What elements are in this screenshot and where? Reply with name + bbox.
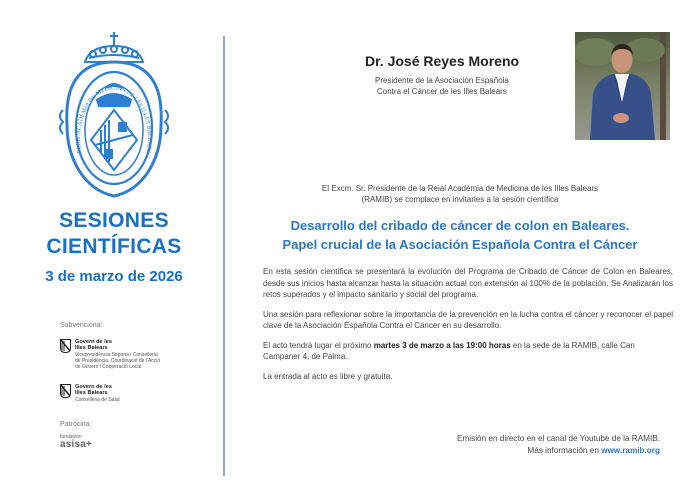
session-date: 3 de marzo de 2026 [45, 268, 183, 285]
more-info-line: Más información en www.ramib.org [527, 446, 660, 455]
speaker-name: Dr. José Reyes Moreno [365, 53, 520, 69]
govern-logo-salut: Govern de les Illes Balears Conselleria de Salut [60, 384, 120, 403]
event-date-time: martes 3 de marzo a las 19:00 horas [373, 340, 511, 350]
description-paragraph-2: Una sesión para reflexionar sobre la importancia de la prevención en la lucha contra el cáncer y reconocer el papel clave de la Asociación Española Contra el Cáncer en su desarrollo. [263, 309, 673, 330]
speaker-role: Presidente de la Asociación Española Contra el Cáncer de les Illes Balears [375, 76, 509, 96]
invitation-intro: El Excm. Sr. Presidente de la Reial Acadèmia de Medicina de les Illes Balears (RAMIB) se complace en invitarles a la sesión científica [321, 184, 599, 204]
column-divider [223, 36, 225, 476]
description-paragraph-1: En esta sesión científica se presentará la evolución del Programa de Cribado de Cáncer de Colon en Baleares, desde sus inicios hasta alcanzar hasta la situación actual con extensión al 100% de la población. Se Analizarán los retos superados y el impacto sanitario y social del programa. [263, 267, 673, 299]
speaker-photo [575, 32, 670, 140]
event-details-paragraph: El acto tendrá lugar el próximo martes 3 de marzo a las 19:00 horas en la sede de la RAMIB, calle Can Campaner 4, de Palma. [263, 340, 635, 361]
sessions-title-line2: CIENTÍFICAS [46, 235, 182, 258]
footer-info [457, 433, 660, 457]
govern-shield-icon [60, 384, 71, 398]
govern-shield-icon [60, 339, 71, 353]
govern-logo-presidencia: Govern de les Illes Balears Vicepresidència Segona i Conselleria de Presidència, Coordinació de l'Acció de Govern i Cooperació Local [60, 339, 160, 370]
sessions-title-line1: SESIONES [59, 209, 169, 232]
talk-title: Desarrollo del cribado de cáncer de colon en Baleares. Papel crucial de la Asociación Española Contra el Cáncer [282, 218, 638, 252]
session-description [263, 266, 673, 390]
session-title-block [0, 208, 228, 287]
patrocina-label: Patrocina: [60, 421, 92, 428]
youtube-broadcast-note: Emisión en directo en el canal de Youtube de la RAMIB. [457, 434, 660, 443]
subvenciona-label: Subvenciona: [60, 322, 103, 329]
speaker-block [330, 52, 555, 97]
left-column [0, 0, 222, 491]
svg-text:REIAL ACADÈMIA DE MEDICINA DE: REIAL ACADÈMIA DE MEDICINA DE LES ILLES BALEARS [75, 85, 153, 154]
fundacion-asisa-logo: fundación asisa+ [60, 434, 93, 450]
academy-crest-logo [55, 30, 173, 200]
free-entry-note: La entrada al acto es libre y gratuita. [263, 371, 393, 381]
ramib-website-link[interactable]: www.ramib.org [601, 446, 660, 455]
